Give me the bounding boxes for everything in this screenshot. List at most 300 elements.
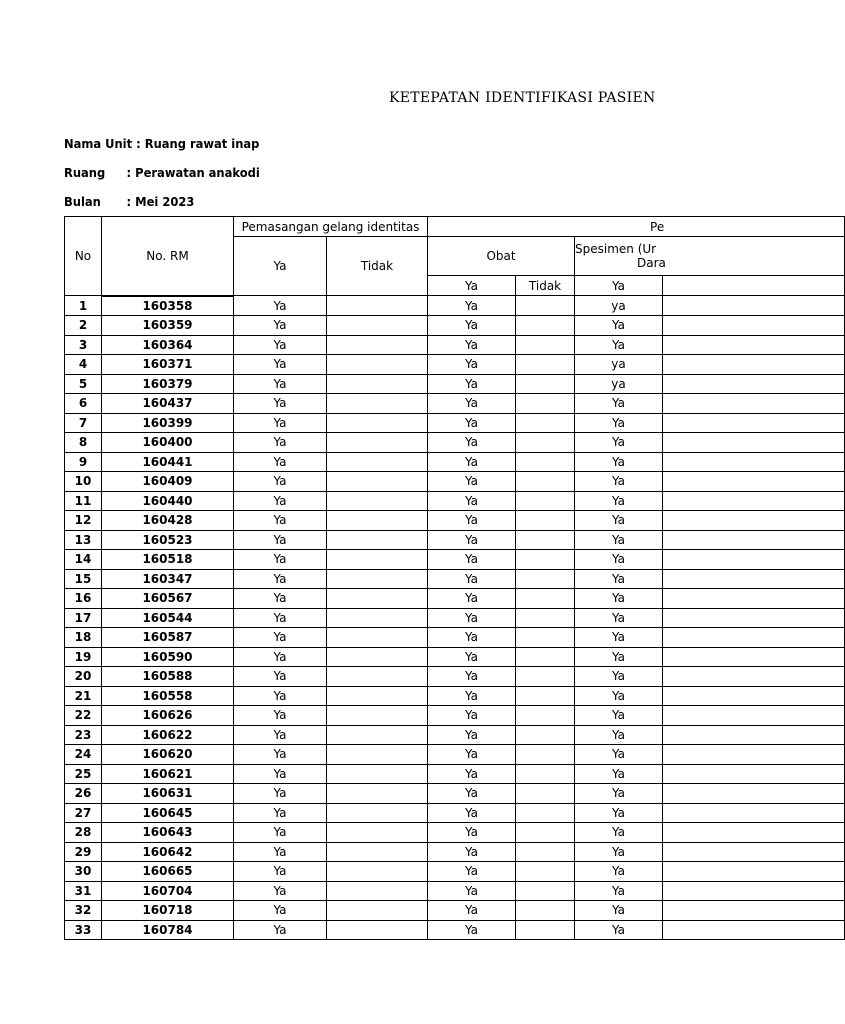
table-header: [65, 217, 845, 296]
cell-no: 26: [65, 784, 102, 804]
cell-gelang-tidak: [327, 725, 428, 745]
table-row: [65, 530, 845, 550]
cell-no: 14: [65, 550, 102, 570]
cell-obat-ya: Ya: [428, 530, 516, 550]
table-row: [65, 511, 845, 531]
cell-spesimen-ya: Ya: [575, 316, 663, 336]
table-row: [65, 784, 845, 804]
cell-gelang-ya: Ya: [234, 569, 327, 589]
cell-no: 15: [65, 569, 102, 589]
cell-gelang-tidak: [327, 686, 428, 706]
cell-obat-ya: Ya: [428, 569, 516, 589]
meta-bulan: [64, 194, 194, 209]
cell-spesimen-ya: Ya: [575, 901, 663, 921]
table-viewport: [64, 216, 666, 937]
cell-spesimen-tidak: [663, 764, 845, 784]
cell-spesimen-ya: Ya: [575, 628, 663, 648]
cell-gelang-tidak: [327, 706, 428, 726]
cell-no-rm: 160620: [102, 745, 234, 765]
cell-obat-tidak: [516, 628, 575, 648]
cell-no: 19: [65, 647, 102, 667]
cell-gelang-ya: Ya: [234, 550, 327, 570]
cell-no-rm: 160587: [102, 628, 234, 648]
cell-no: 20: [65, 667, 102, 687]
cell-no: 31: [65, 881, 102, 901]
cell-gelang-tidak: [327, 355, 428, 375]
cell-no-rm: 160718: [102, 901, 234, 921]
cell-spesimen-ya: Ya: [575, 784, 663, 804]
cell-spesimen-ya: Ya: [575, 550, 663, 570]
cell-gelang-ya: Ya: [234, 335, 327, 355]
cell-gelang-ya: Ya: [234, 413, 327, 433]
table-row: [65, 550, 845, 570]
cell-gelang-tidak: [327, 881, 428, 901]
cell-obat-ya: Ya: [428, 394, 516, 414]
cell-no: 10: [65, 472, 102, 492]
cell-gelang-ya: Ya: [234, 725, 327, 745]
cell-no-rm: 160626: [102, 706, 234, 726]
cell-obat-ya: Ya: [428, 433, 516, 453]
cell-obat-tidak: [516, 296, 575, 316]
cell-obat-ya: Ya: [428, 686, 516, 706]
cell-gelang-tidak: [327, 589, 428, 609]
cell-gelang-tidak: [327, 628, 428, 648]
header-no-rm: No. RM: [102, 217, 234, 296]
cell-gelang-tidak: [327, 316, 428, 336]
cell-spesimen-ya: Ya: [575, 589, 663, 609]
table-row: [65, 725, 845, 745]
cell-obat-ya: Ya: [428, 316, 516, 336]
cell-gelang-tidak: [327, 862, 428, 882]
cell-gelang-tidak: [327, 745, 428, 765]
cell-spesimen-tidak: [663, 589, 845, 609]
table-row: [65, 394, 845, 414]
cell-spesimen-ya: Ya: [575, 881, 663, 901]
header-spesimen: [575, 237, 845, 276]
cell-obat-ya: Ya: [428, 862, 516, 882]
cell-obat-ya: Ya: [428, 628, 516, 648]
cell-no-rm: 160567: [102, 589, 234, 609]
cell-gelang-ya: Ya: [234, 862, 327, 882]
cell-no: 7: [65, 413, 102, 433]
identification-table: [64, 216, 845, 940]
cell-spesimen-tidak: [663, 901, 845, 921]
cell-obat-tidak: [516, 784, 575, 804]
cell-gelang-tidak: [327, 433, 428, 453]
cell-no-rm: 160643: [102, 823, 234, 843]
cell-no: 23: [65, 725, 102, 745]
cell-gelang-ya: Ya: [234, 745, 327, 765]
cell-spesimen-tidak: [663, 803, 845, 823]
cell-obat-ya: Ya: [428, 550, 516, 570]
cell-obat-tidak: [516, 316, 575, 336]
cell-spesimen-tidak: [663, 413, 845, 433]
cell-gelang-ya: Ya: [234, 881, 327, 901]
cell-spesimen-tidak: [663, 374, 845, 394]
cell-obat-tidak: [516, 706, 575, 726]
table-row: [65, 355, 845, 375]
cell-no-rm: 160544: [102, 608, 234, 628]
cell-spesimen-tidak: [663, 745, 845, 765]
cell-obat-tidak: [516, 608, 575, 628]
cell-obat-tidak: [516, 764, 575, 784]
table-row: [65, 316, 845, 336]
cell-no-rm: 160441: [102, 452, 234, 472]
cell-no-rm: 160400: [102, 433, 234, 453]
cell-spesimen-tidak: [663, 862, 845, 882]
header-no: No: [65, 217, 102, 296]
cell-spesimen-ya: Ya: [575, 764, 663, 784]
cell-no: 30: [65, 862, 102, 882]
table-row: [65, 901, 845, 921]
meta-unit: [64, 136, 259, 151]
cell-obat-ya: Ya: [428, 764, 516, 784]
cell-spesimen-tidak: [663, 823, 845, 843]
cell-obat-ya: Ya: [428, 667, 516, 687]
cell-gelang-tidak: [327, 764, 428, 784]
cell-spesimen-tidak: [663, 706, 845, 726]
cell-spesimen-tidak: [663, 433, 845, 453]
cell-spesimen-ya: Ya: [575, 647, 663, 667]
cell-spesimen-ya: Ya: [575, 335, 663, 355]
table-row: [65, 647, 845, 667]
cell-gelang-ya: Ya: [234, 355, 327, 375]
cell-no: 12: [65, 511, 102, 531]
header-gelang-ya: Ya: [234, 237, 327, 296]
cell-no: 16: [65, 589, 102, 609]
cell-spesimen-ya: Ya: [575, 608, 663, 628]
table-row: [65, 472, 845, 492]
table-row: [65, 433, 845, 453]
cell-spesimen-tidak: [663, 647, 845, 667]
cell-spesimen-tidak: [663, 550, 845, 570]
cell-spesimen-tidak: [663, 452, 845, 472]
cell-obat-ya: Ya: [428, 296, 516, 316]
table-row: [65, 335, 845, 355]
cell-no: 33: [65, 920, 102, 940]
table-row: [65, 842, 845, 862]
header-obat-tidak: Tidak: [516, 276, 575, 296]
cell-spesimen-tidak: [663, 725, 845, 745]
cell-gelang-ya: Ya: [234, 296, 327, 316]
cell-obat-ya: Ya: [428, 784, 516, 804]
cell-gelang-ya: Ya: [234, 920, 327, 940]
cell-obat-tidak: [516, 335, 575, 355]
cell-spesimen-ya: ya: [575, 374, 663, 394]
cell-no-rm: 160440: [102, 491, 234, 511]
cell-gelang-tidak: [327, 608, 428, 628]
cell-no: 28: [65, 823, 102, 843]
header-pe: Pe: [428, 217, 845, 237]
cell-obat-tidak: [516, 413, 575, 433]
cell-gelang-ya: Ya: [234, 589, 327, 609]
table-row: [65, 745, 845, 765]
cell-obat-tidak: [516, 433, 575, 453]
cell-obat-tidak: [516, 881, 575, 901]
table-row: [65, 803, 845, 823]
cell-obat-ya: Ya: [428, 647, 516, 667]
header-spesimen-line1: Spesimen (Ur: [575, 242, 657, 256]
cell-gelang-ya: Ya: [234, 608, 327, 628]
cell-gelang-ya: Ya: [234, 374, 327, 394]
cell-no-rm: 160428: [102, 511, 234, 531]
cell-spesimen-tidak: [663, 569, 845, 589]
cell-obat-ya: Ya: [428, 608, 516, 628]
cell-no: 11: [65, 491, 102, 511]
cell-spesimen-tidak: [663, 530, 845, 550]
header-spesimen-line2: Dara: [637, 256, 666, 270]
cell-spesimen-tidak: [663, 335, 845, 355]
cell-no-rm: 160645: [102, 803, 234, 823]
cell-no: 27: [65, 803, 102, 823]
cell-no: 25: [65, 764, 102, 784]
cell-gelang-tidak: [327, 296, 428, 316]
cell-spesimen-ya: Ya: [575, 413, 663, 433]
cell-spesimen-tidak: [663, 394, 845, 414]
cell-no-rm: 160379: [102, 374, 234, 394]
table-row: [65, 491, 845, 511]
cell-spesimen-tidak: [663, 628, 845, 648]
cell-spesimen-ya: Ya: [575, 491, 663, 511]
cell-no-rm: 160622: [102, 725, 234, 745]
cell-spesimen-ya: Ya: [575, 803, 663, 823]
table-row: [65, 452, 845, 472]
cell-obat-ya: Ya: [428, 589, 516, 609]
cell-spesimen-ya: Ya: [575, 920, 663, 940]
meta-bulan-value: : Mei 2023: [126, 194, 195, 209]
cell-spesimen-ya: Ya: [575, 745, 663, 765]
cell-spesimen-ya: Ya: [575, 452, 663, 472]
cell-spesimen-tidak: [663, 686, 845, 706]
cell-no: 6: [65, 394, 102, 414]
cell-spesimen-ya: Ya: [575, 842, 663, 862]
cell-gelang-tidak: [327, 920, 428, 940]
cell-obat-tidak: [516, 647, 575, 667]
cell-obat-tidak: [516, 745, 575, 765]
table-row: [65, 686, 845, 706]
header-spesimen-ya: Ya: [575, 276, 663, 296]
cell-gelang-ya: Ya: [234, 628, 327, 648]
cell-no-rm: 160558: [102, 686, 234, 706]
cell-gelang-tidak: [327, 667, 428, 687]
cell-spesimen-ya: Ya: [575, 530, 663, 550]
cell-spesimen-tidak: [663, 608, 845, 628]
cell-gelang-tidak: [327, 511, 428, 531]
cell-gelang-ya: Ya: [234, 686, 327, 706]
header-gelang: Pemasangan gelang identitas: [234, 217, 428, 237]
cell-no: 29: [65, 842, 102, 862]
table-row: [65, 920, 845, 940]
cell-no: 18: [65, 628, 102, 648]
cell-no-rm: 160523: [102, 530, 234, 550]
cell-obat-ya: Ya: [428, 511, 516, 531]
cell-obat-tidak: [516, 472, 575, 492]
cell-obat-tidak: [516, 862, 575, 882]
cell-no: 32: [65, 901, 102, 921]
cell-gelang-ya: Ya: [234, 472, 327, 492]
cell-no-rm: 160621: [102, 764, 234, 784]
cell-spesimen-tidak: [663, 296, 845, 316]
cell-no-rm: 160358: [102, 296, 234, 316]
cell-no-rm: 160631: [102, 784, 234, 804]
cell-gelang-ya: Ya: [234, 491, 327, 511]
cell-spesimen-ya: ya: [575, 296, 663, 316]
cell-obat-ya: Ya: [428, 881, 516, 901]
cell-gelang-tidak: [327, 452, 428, 472]
cell-spesimen-ya: Ya: [575, 686, 663, 706]
cell-obat-tidak: [516, 550, 575, 570]
cell-gelang-tidak: [327, 530, 428, 550]
cell-spesimen-ya: Ya: [575, 706, 663, 726]
cell-obat-ya: Ya: [428, 842, 516, 862]
cell-spesimen-tidak: [663, 784, 845, 804]
meta-ruang: [64, 165, 260, 180]
cell-spesimen-ya: Ya: [575, 511, 663, 531]
table-row: [65, 667, 845, 687]
cell-no-rm: 160642: [102, 842, 234, 862]
cell-spesimen-tidak: [663, 920, 845, 940]
cell-no-rm: 160518: [102, 550, 234, 570]
cell-no-rm: 160437: [102, 394, 234, 414]
cell-spesimen-tidak: [663, 881, 845, 901]
table-row: [65, 296, 845, 316]
cell-no-rm: 160399: [102, 413, 234, 433]
cell-obat-tidak: [516, 823, 575, 843]
cell-gelang-ya: Ya: [234, 530, 327, 550]
cell-obat-ya: Ya: [428, 706, 516, 726]
table-row: [65, 569, 845, 589]
table-row: [65, 823, 845, 843]
header-gelang-tidak: Tidak: [327, 237, 428, 296]
meta-bulan-label: Bulan: [64, 194, 101, 209]
cell-no: 17: [65, 608, 102, 628]
cell-gelang-tidak: [327, 842, 428, 862]
meta-ruang-label: Ruang: [64, 165, 106, 180]
cell-no: 21: [65, 686, 102, 706]
cell-gelang-ya: Ya: [234, 316, 327, 336]
cell-no: 24: [65, 745, 102, 765]
cell-no: 3: [65, 335, 102, 355]
cell-obat-ya: Ya: [428, 413, 516, 433]
cell-no-rm: 160590: [102, 647, 234, 667]
cell-gelang-ya: Ya: [234, 803, 327, 823]
cell-spesimen-tidak: [663, 511, 845, 531]
cell-obat-tidak: [516, 589, 575, 609]
cell-obat-ya: Ya: [428, 491, 516, 511]
cell-gelang-ya: Ya: [234, 433, 327, 453]
cell-no: 13: [65, 530, 102, 550]
cell-gelang-ya: Ya: [234, 394, 327, 414]
cell-obat-ya: Ya: [428, 452, 516, 472]
cell-obat-tidak: [516, 842, 575, 862]
cell-no: 8: [65, 433, 102, 453]
cell-spesimen-ya: Ya: [575, 725, 663, 745]
cell-spesimen-ya: Ya: [575, 433, 663, 453]
table-row: [65, 608, 845, 628]
table-row: [65, 706, 845, 726]
table-row: [65, 764, 845, 784]
cell-spesimen-ya: Ya: [575, 823, 663, 843]
meta-unit-label: Nama Unit: [64, 136, 133, 151]
table-row: [65, 589, 845, 609]
cell-no: 22: [65, 706, 102, 726]
cell-gelang-ya: Ya: [234, 764, 327, 784]
cell-gelang-tidak: [327, 491, 428, 511]
cell-no-rm: 160364: [102, 335, 234, 355]
cell-obat-tidak: [516, 901, 575, 921]
table-row: [65, 881, 845, 901]
cell-spesimen-tidak: [663, 842, 845, 862]
table-body: [65, 296, 845, 940]
cell-no-rm: 160409: [102, 472, 234, 492]
cell-gelang-ya: Ya: [234, 823, 327, 843]
cell-obat-tidak: [516, 725, 575, 745]
cell-gelang-tidak: [327, 784, 428, 804]
cell-gelang-ya: Ya: [234, 706, 327, 726]
cell-obat-ya: Ya: [428, 803, 516, 823]
table-row: [65, 413, 845, 433]
cell-spesimen-ya: Ya: [575, 862, 663, 882]
cell-no: 5: [65, 374, 102, 394]
cell-obat-tidak: [516, 394, 575, 414]
cell-gelang-tidak: [327, 901, 428, 921]
cell-gelang-tidak: [327, 647, 428, 667]
cell-obat-tidak: [516, 530, 575, 550]
cell-no-rm: 160588: [102, 667, 234, 687]
cell-gelang-tidak: [327, 823, 428, 843]
meta-unit-value: : Ruang rawat inap: [136, 136, 260, 151]
cell-gelang-tidak: [327, 413, 428, 433]
cell-gelang-ya: Ya: [234, 842, 327, 862]
cell-gelang-ya: Ya: [234, 511, 327, 531]
cell-spesimen-ya: Ya: [575, 569, 663, 589]
cell-obat-ya: Ya: [428, 374, 516, 394]
cell-obat-ya: Ya: [428, 745, 516, 765]
cell-no-rm: 160704: [102, 881, 234, 901]
cell-no: 2: [65, 316, 102, 336]
header-spesimen-tidak: [663, 276, 845, 296]
cell-obat-ya: Ya: [428, 355, 516, 375]
header-obat: Obat: [428, 237, 575, 276]
cell-no-rm: 160784: [102, 920, 234, 940]
cell-obat-tidak: [516, 569, 575, 589]
cell-spesimen-tidak: [663, 491, 845, 511]
meta-ruang-value: : Perawatan anakodi: [126, 165, 260, 180]
table-row: [65, 374, 845, 394]
cell-spesimen-ya: Ya: [575, 394, 663, 414]
cell-gelang-tidak: [327, 569, 428, 589]
cell-no-rm: 160665: [102, 862, 234, 882]
cell-gelang-tidak: [327, 374, 428, 394]
cell-gelang-ya: Ya: [234, 784, 327, 804]
cell-obat-tidak: [516, 667, 575, 687]
cell-gelang-ya: Ya: [234, 452, 327, 472]
cell-obat-ya: Ya: [428, 472, 516, 492]
cell-spesimen-tidak: [663, 355, 845, 375]
cell-gelang-tidak: [327, 550, 428, 570]
cell-spesimen-tidak: [663, 316, 845, 336]
cell-obat-tidak: [516, 355, 575, 375]
cell-gelang-ya: Ya: [234, 667, 327, 687]
cell-obat-tidak: [516, 491, 575, 511]
cell-obat-tidak: [516, 452, 575, 472]
cell-obat-tidak: [516, 374, 575, 394]
cell-obat-ya: Ya: [428, 725, 516, 745]
page-title: KETEPATAN IDENTIFIKASI PASIEN: [389, 90, 656, 106]
cell-obat-tidak: [516, 686, 575, 706]
cell-obat-tidak: [516, 920, 575, 940]
cell-spesimen-tidak: [663, 667, 845, 687]
